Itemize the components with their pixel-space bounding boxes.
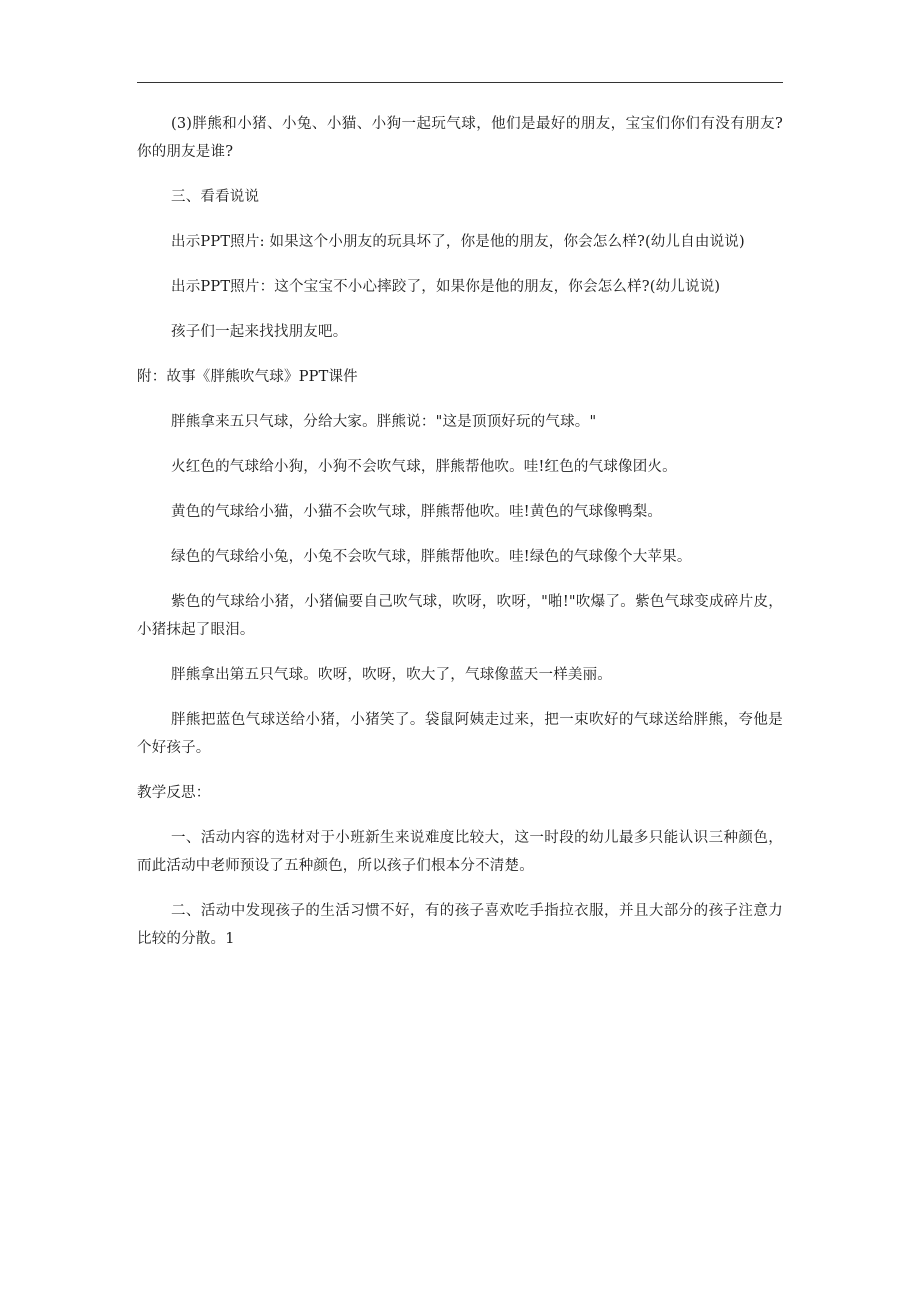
appendix-heading: 附：故事《胖熊吹气球》PPT课件 [137,369,358,385]
story-paragraph: 火红色的气球给小狗，小狗不会吹气球，胖熊帮他吹。哇!红色的气球像团火。 [171,459,677,475]
header-rule [137,82,783,83]
story-paragraph: 胖熊把蓝色气球送给小猪，小猪笑了。袋鼠阿姨走过来，把一束吹好的气球送给胖熊，夸他是个好孩子。 [137,712,783,756]
paragraph-friends-question: (3)胖熊和小猪、小兔、小猫、小狗一起玩气球，他们是最好的朋友，宝宝们你们有没有朋友?你的朋友是谁? [137,116,783,160]
story-paragraph: 胖熊拿出第五只气球。吹呀，吹呀，吹大了，气球像蓝天一样美丽。 [171,667,612,683]
reflection-point-one: 一、活动内容的选材对于小班新生来说难度比较大，这一时段的幼儿最多只能认识三种颜色，而此活动中老师预设了五种颜色，所以孩子们根本分不清楚。 [137,830,783,874]
story-paragraph: 黄色的气球给小猫，小猫不会吹气球，胖熊帮他吹。哇!黄色的气球像鸭梨。 [171,504,663,520]
reflection-heading: 教学反思： [137,785,211,801]
story-paragraph: 绿色的气球给小兔，小兔不会吹气球，胖熊帮他吹。哇!绿色的气球像个大苹果。 [171,549,692,565]
story-paragraph: 紫色的气球给小猪，小猪偏要自己吹气球，吹呀，吹呀，"啪!"吹爆了。紫色气球变成碎片皮，小猪抹起了眼泪。 [137,594,783,638]
section-heading-look-and-say: 三、看看说说 [171,189,260,205]
paragraph-ppt-toy-broken: 出示PPT照片: 如果这个小朋友的玩具坏了，你是他的朋友，你会怎么样?(幼儿自由说说) [171,234,745,250]
story-paragraph: 胖熊拿来五只气球，分给大家。胖熊说："这是顶顶好玩的气球。" [171,414,597,430]
paragraph-ppt-fall-down: 出示PPT照片：这个宝宝不小心摔跤了，如果你是他的朋友，你会怎么样?(幼儿说说) [171,279,721,295]
paragraph-find-friends: 孩子们一起来找找朋友吧。 [171,324,348,340]
document-body [137,110,783,953]
reflection-point-two: 二、活动中发现孩子的生活习惯不好，有的孩子喜欢吃手指拉衣服，并且大部分的孩子注意力比较的分散。1 [137,903,783,947]
